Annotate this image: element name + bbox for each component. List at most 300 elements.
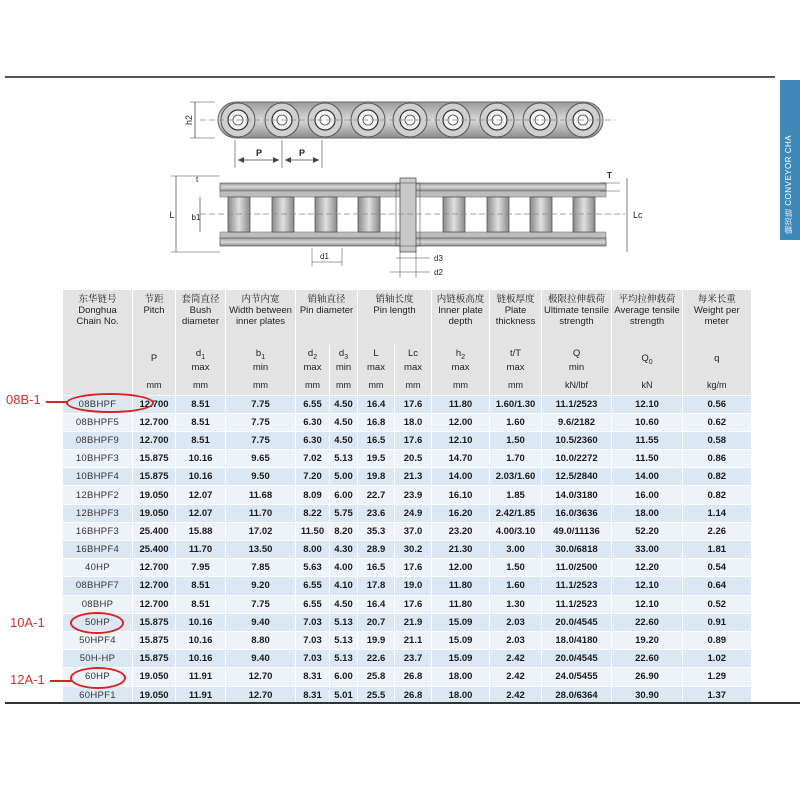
table-cell: 17.6 <box>395 595 432 613</box>
annotation-label: 08B-1 <box>6 392 41 407</box>
dimension-pitch <box>235 140 322 168</box>
table-cell: 7.03 <box>296 631 330 649</box>
table-cell: 2.26 <box>683 522 751 540</box>
chain-number-cell: 08BHPF7 <box>63 577 133 595</box>
table-cell: 30.90 <box>612 686 683 704</box>
table-cell: 6.30 <box>296 431 330 449</box>
chain-number-cell: 08BHPF <box>63 395 133 413</box>
header-symbol-6: L max <box>358 345 395 376</box>
table-cell: 6.55 <box>296 595 330 613</box>
table-cell: 20.0/4545 <box>542 650 612 668</box>
table-cell: 17.8 <box>358 577 395 595</box>
table-cell: 16.8 <box>358 413 395 431</box>
table-cell: 8.22 <box>296 504 330 522</box>
table-cell: 11.1/2523 <box>542 577 612 595</box>
table-cell: 2.03 <box>490 631 542 649</box>
table-cell: 2.03 <box>490 613 542 631</box>
header-unit-0 <box>63 376 133 395</box>
table-cell: 8.51 <box>176 577 226 595</box>
table-row <box>63 650 751 668</box>
table-cell: 19.050 <box>133 486 176 504</box>
table-cell: 0.52 <box>683 595 751 613</box>
annotation-pointer <box>46 401 68 403</box>
table-cell: 7.75 <box>226 431 296 449</box>
header-symbol-7: Lc max <box>395 345 432 376</box>
chain-bush <box>530 197 552 232</box>
header-col-12: 每米长重 Weight per meter <box>683 290 751 345</box>
table-row <box>63 595 751 613</box>
table-row <box>63 541 751 559</box>
table-cell: 0.64 <box>683 577 751 595</box>
table-cell: 25.400 <box>133 541 176 559</box>
table-cell: 11.0/2500 <box>542 559 612 577</box>
table-cell: 2.42/1.85 <box>490 504 542 522</box>
table-cell: 10.16 <box>176 450 226 468</box>
table-row <box>63 486 751 504</box>
table-cell: 25.8 <box>358 668 395 686</box>
table-cell: 6.30 <box>296 413 330 431</box>
table-cell: 22.6 <box>358 650 395 668</box>
table-cell: 6.55 <box>296 577 330 595</box>
table-cell: 5.00 <box>330 468 358 486</box>
header-symbol-2: $d_1$ max <box>176 345 226 376</box>
table-cell: 35.3 <box>358 522 395 540</box>
chain-number-cell: 16BHPF3 <box>63 522 133 540</box>
table-cell: 28.9 <box>358 541 395 559</box>
chain-number-cell: 50HP <box>63 613 133 631</box>
table-cell: 12.10 <box>612 395 683 413</box>
table-cell: 5.01 <box>330 686 358 704</box>
chain-top-view <box>220 178 606 252</box>
table-cell: 6.00 <box>330 486 358 504</box>
label-pitch-1: P <box>255 148 263 158</box>
table-cell: 17.6 <box>395 559 432 577</box>
table-cell: 12.00 <box>432 413 490 431</box>
table-cell: 10.16 <box>176 613 226 631</box>
table-cell: 4.50 <box>330 395 358 413</box>
table-cell: 1.02 <box>683 650 751 668</box>
table-cell: 15.09 <box>432 613 490 631</box>
table-cell: 10.5/2360 <box>542 431 612 449</box>
table-cell: 12.70 <box>226 668 296 686</box>
header-col-11: 平均拉伸载荷 Average tensile strength <box>612 290 683 345</box>
table-cell: 0.86 <box>683 450 751 468</box>
annotation-ellipse <box>66 393 154 413</box>
chain-bush <box>443 197 465 232</box>
header-symbol-4: $d_2$ max <box>296 345 330 376</box>
table-cell: 8.09 <box>296 486 330 504</box>
table-cell: 12.10 <box>612 595 683 613</box>
dimension-d1 <box>312 248 342 266</box>
table-cell: 12.07 <box>176 486 226 504</box>
table-cell: 2.42 <box>490 668 542 686</box>
table-cell: 11.70 <box>226 504 296 522</box>
table-cell: 16.5 <box>358 431 395 449</box>
table-cell: 8.51 <box>176 413 226 431</box>
table-cell: 7.75 <box>226 413 296 431</box>
label-t: t <box>196 175 199 184</box>
header-unit-5: mm <box>330 376 358 395</box>
table-cell: 0.58 <box>683 431 751 449</box>
table-cell: 19.8 <box>358 468 395 486</box>
chain-number-cell: 16BHPF4 <box>63 541 133 559</box>
header-unit-11: kN <box>612 376 683 395</box>
header-symbol-11: $Q_0$ <box>612 345 683 376</box>
label-T: T <box>607 171 612 180</box>
table-cell: 6.00 <box>330 668 358 686</box>
table-cell: 4.10 <box>330 577 358 595</box>
annotation-label: 12A-1 <box>10 672 45 687</box>
chain-bush <box>487 197 509 232</box>
chain-number-cell: 08BHPF5 <box>63 413 133 431</box>
table-cell: 12.20 <box>612 559 683 577</box>
table-cell: 3.00 <box>490 541 542 559</box>
header-unit-6: mm <box>358 376 395 395</box>
table-cell: 1.60 <box>490 413 542 431</box>
table-cell: 5.75 <box>330 504 358 522</box>
table-cell: 1.60/1.30 <box>490 395 542 413</box>
table-cell: 5.13 <box>330 613 358 631</box>
table-cell: 10.16 <box>176 650 226 668</box>
table-cell: 12.700 <box>133 413 176 431</box>
chain-number-cell: 12BHPF3 <box>63 504 133 522</box>
header-unit-3: mm <box>226 376 296 395</box>
table-cell: 0.82 <box>683 486 751 504</box>
table-row <box>63 613 751 631</box>
header-col-9: 链板厚度 Plate thickness <box>490 290 542 345</box>
table-cell: 15.875 <box>133 650 176 668</box>
table-cell: 1.85 <box>490 486 542 504</box>
chain-number-cell: 60HPF1 <box>63 686 133 704</box>
table-cell: 1.50 <box>490 431 542 449</box>
table-cell: 8.20 <box>330 522 358 540</box>
table-cell: 16.20 <box>432 504 490 522</box>
table-cell: 5.63 <box>296 559 330 577</box>
table-cell: 37.0 <box>395 522 432 540</box>
table-cell: 4.50 <box>330 595 358 613</box>
table-cell: 0.89 <box>683 631 751 649</box>
header-col-2: 套筒直径 Bush diameter <box>176 290 226 345</box>
chain-number-cell: 10BHPF3 <box>63 450 133 468</box>
label-h2: h2 <box>184 114 194 126</box>
table-cell: 15.88 <box>176 522 226 540</box>
table-cell: 16.00 <box>612 486 683 504</box>
table-cell: 19.5 <box>358 450 395 468</box>
table-cell: 5.13 <box>330 450 358 468</box>
table-cell: 12.700 <box>133 431 176 449</box>
table-cell: 17.6 <box>395 395 432 413</box>
table-cell: 19.20 <box>612 631 683 649</box>
table-cell: 12.10 <box>612 577 683 595</box>
table-row <box>63 468 751 486</box>
table-cell: 19.050 <box>133 504 176 522</box>
table-row <box>63 559 751 577</box>
table-cell: 49.0/11136 <box>542 522 612 540</box>
header-col-8: 内链板高度 Inner plate depth <box>432 290 490 345</box>
table-cell: 5.13 <box>330 650 358 668</box>
table-row <box>63 631 751 649</box>
table-row <box>63 431 751 449</box>
header-col-1: 节距 Pitch <box>133 290 176 345</box>
table-cell: 5.13 <box>330 631 358 649</box>
table-cell: 23.7 <box>395 650 432 668</box>
table-cell: 15.875 <box>133 450 176 468</box>
header-unit-7: mm <box>395 376 432 395</box>
table-cell: 15.09 <box>432 650 490 668</box>
table-row <box>63 522 751 540</box>
table-cell: 12.700 <box>133 559 176 577</box>
table-cell: 30.2 <box>395 541 432 559</box>
table-cell: 8.51 <box>176 431 226 449</box>
table-cell: 7.03 <box>296 650 330 668</box>
table-cell: 9.40 <box>226 613 296 631</box>
table-cell: 14.00 <box>432 468 490 486</box>
table-cell: 18.0/4180 <box>542 631 612 649</box>
table-cell: 12.10 <box>432 431 490 449</box>
table-row <box>63 413 751 431</box>
table-cell: 8.00 <box>296 541 330 559</box>
table-cell: 4.30 <box>330 541 358 559</box>
table-cell: 0.91 <box>683 613 751 631</box>
table-cell: 16.10 <box>432 486 490 504</box>
annotation-pointer <box>50 680 72 682</box>
table-cell: 10.60 <box>612 413 683 431</box>
table-cell: 17.02 <box>226 522 296 540</box>
table-cell: 11.80 <box>432 595 490 613</box>
header-col-6: 销轴长度 Pin length <box>358 290 432 345</box>
table-cell: 21.1 <box>395 631 432 649</box>
table-cell: 2.03/1.60 <box>490 468 542 486</box>
header-symbol-5: $d_3$ min <box>330 345 358 376</box>
label-d1: d1 <box>320 252 329 261</box>
table-cell: 23.6 <box>358 504 395 522</box>
header-unit-12: kg/m <box>683 376 751 395</box>
table-cell: 11.70 <box>176 541 226 559</box>
table-cell: 2.42 <box>490 686 542 704</box>
table-cell: 24.0/5455 <box>542 668 612 686</box>
annotation-ellipse <box>70 612 124 634</box>
table-cell: 19.9 <box>358 631 395 649</box>
table-cell: 20.5 <box>395 450 432 468</box>
table-cell: 8.51 <box>176 595 226 613</box>
table-cell: 0.56 <box>683 395 751 413</box>
table-cell: 12.07 <box>176 504 226 522</box>
table-row <box>63 668 751 686</box>
table-row <box>63 504 751 522</box>
chain-bush <box>272 197 294 232</box>
table-cell: 15.875 <box>133 613 176 631</box>
table-cell: 1.30 <box>490 595 542 613</box>
table-cell: 4.00/3.10 <box>490 522 542 540</box>
table-cell: 11.68 <box>226 486 296 504</box>
table-cell: 11.55 <box>612 431 683 449</box>
table-cell: 9.6/2182 <box>542 413 612 431</box>
header-unit-9: mm <box>490 376 542 395</box>
table-cell: 9.40 <box>226 650 296 668</box>
chain-bush <box>358 197 380 232</box>
header-unit-2: mm <box>176 376 226 395</box>
table-cell: 21.30 <box>432 541 490 559</box>
label-l: L <box>169 210 175 220</box>
table-cell: 30.0/6818 <box>542 541 612 559</box>
header-col-3: 内节内宽 Width between inner plates <box>226 290 296 345</box>
header-unit-8: mm <box>432 376 490 395</box>
table-cell: 8.80 <box>226 631 296 649</box>
table-cell: 7.02 <box>296 450 330 468</box>
table-cell: 8.51 <box>176 395 226 413</box>
chain-drawing <box>0 0 800 290</box>
table-cell: 9.20 <box>226 577 296 595</box>
table-cell: 10.16 <box>176 631 226 649</box>
table-cell: 0.82 <box>683 468 751 486</box>
table-cell: 11.50 <box>296 522 330 540</box>
header-unit-1: mm <box>133 376 176 395</box>
table-cell: 21.3 <box>395 468 432 486</box>
table-cell: 10.0/2272 <box>542 450 612 468</box>
table-cell: 23.20 <box>432 522 490 540</box>
table-cell: 12.00 <box>432 559 490 577</box>
table-cell: 1.60 <box>490 577 542 595</box>
table-cell: 1.81 <box>683 541 751 559</box>
table-cell: 4.50 <box>330 431 358 449</box>
table-cell: 1.70 <box>490 450 542 468</box>
spec-table <box>62 290 751 704</box>
chain-number-cell: 60HP <box>63 668 133 686</box>
table-cell: 7.03 <box>296 613 330 631</box>
table-cell: 15.09 <box>432 631 490 649</box>
table-cell: 12.70 <box>226 686 296 704</box>
table-cell: 8.31 <box>296 668 330 686</box>
table-cell: 23.9 <box>395 486 432 504</box>
table-cell: 12.5/2840 <box>542 468 612 486</box>
table-cell: 14.70 <box>432 450 490 468</box>
chain-bush <box>228 197 250 232</box>
table-cell: 11.1/2523 <box>542 595 612 613</box>
table-cell: 7.95 <box>176 559 226 577</box>
table-cell: 1.50 <box>490 559 542 577</box>
table-cell: 14.0/3180 <box>542 486 612 504</box>
label-d2: d2 <box>434 268 443 277</box>
table-cell: 9.65 <box>226 450 296 468</box>
header-symbol-3: $b_1$ min <box>226 345 296 376</box>
table-cell: 11.50 <box>612 450 683 468</box>
annotation-ellipse <box>70 667 126 689</box>
table-cell: 11.80 <box>432 577 490 595</box>
table-cell: 16.4 <box>358 395 395 413</box>
table-cell: 24.9 <box>395 504 432 522</box>
table-cell: 17.6 <box>395 431 432 449</box>
label-lc: Lc <box>633 210 643 220</box>
table-cell: 19.050 <box>133 668 176 686</box>
table-cell: 26.8 <box>395 668 432 686</box>
table-cell: 0.54 <box>683 559 751 577</box>
chain-number-cell: 12BHPF2 <box>63 486 133 504</box>
label-d3: d3 <box>434 254 443 263</box>
table-cell: 7.75 <box>226 395 296 413</box>
dimension-lc <box>627 178 643 252</box>
table-cell: 9.50 <box>226 468 296 486</box>
table-cell: 7.75 <box>226 595 296 613</box>
header-symbol-9: t/T max <box>490 345 542 376</box>
annotation-label: 10A-1 <box>10 615 45 630</box>
side-tab-label: 输送链 CONVEYOR CHA <box>784 134 793 234</box>
table-cell: 18.00 <box>432 686 490 704</box>
table-cell: 11.91 <box>176 668 226 686</box>
table-cell: 22.7 <box>358 486 395 504</box>
table-cell: 1.14 <box>683 504 751 522</box>
bottom-rule <box>5 702 800 704</box>
table-cell: 15.875 <box>133 468 176 486</box>
chain-bush <box>573 197 595 232</box>
table-row <box>63 450 751 468</box>
header-symbol-10: Q min <box>542 345 612 376</box>
table-cell: 8.31 <box>296 686 330 704</box>
table-cell: 25.400 <box>133 522 176 540</box>
table-cell: 12.700 <box>133 577 176 595</box>
header-col-10: 极限拉伸载荷 Ultimate tensile strength <box>542 290 612 345</box>
table-cell: 20.7 <box>358 613 395 631</box>
table-cell: 19.0 <box>395 577 432 595</box>
table-cell: 25.5 <box>358 686 395 704</box>
header-symbol-12: q <box>683 345 751 376</box>
table-cell: 2.42 <box>490 650 542 668</box>
header-col-4: 销轴直径 Pin diameter <box>296 290 358 345</box>
table-cell: 16.5 <box>358 559 395 577</box>
table-cell: 18.0 <box>395 413 432 431</box>
table-cell: 15.875 <box>133 631 176 649</box>
table-cell: 11.91 <box>176 686 226 704</box>
table-cell: 28.0/6364 <box>542 686 612 704</box>
header-unit-10: kN/lbf <box>542 376 612 395</box>
table-cell: 13.50 <box>226 541 296 559</box>
header-chain-no: 东华链号 Donghua Chain No. <box>63 290 133 376</box>
table-cell: 12.700 <box>133 395 176 413</box>
table-cell: 21.9 <box>395 613 432 631</box>
table-cell: 22.60 <box>612 613 683 631</box>
table-cell: 52.20 <box>612 522 683 540</box>
chain-number-cell: 08BHPF9 <box>63 431 133 449</box>
chain-number-cell: 40HP <box>63 559 133 577</box>
table-cell: 1.37 <box>683 686 751 704</box>
table-cell: 4.00 <box>330 559 358 577</box>
chain-number-cell: 10BHPF4 <box>63 468 133 486</box>
table-cell: 26.90 <box>612 668 683 686</box>
table-cell: 22.60 <box>612 650 683 668</box>
dimension-b1 <box>192 197 201 232</box>
header-unit-4: mm <box>296 376 330 395</box>
chain-bush <box>315 197 337 232</box>
table-cell: 16.4 <box>358 595 395 613</box>
table-cell: 11.80 <box>432 395 490 413</box>
header-symbol-8: $h_2$ max <box>432 345 490 376</box>
table-row <box>63 395 751 413</box>
chain-number-cell: 50HPF4 <box>63 631 133 649</box>
table-cell: 26.8 <box>395 686 432 704</box>
table-cell: 33.00 <box>612 541 683 559</box>
table-cell: 7.85 <box>226 559 296 577</box>
chain-number-cell: 08BHP <box>63 595 133 613</box>
table-cell: 19.050 <box>133 686 176 704</box>
table-row <box>63 577 751 595</box>
table-cell: 4.50 <box>330 413 358 431</box>
table-cell: 16.0/3636 <box>542 504 612 522</box>
table-cell: 10.16 <box>176 468 226 486</box>
dimension-d2-d3 <box>390 250 443 278</box>
table-cell: 14.00 <box>612 468 683 486</box>
table-cell: 6.55 <box>296 395 330 413</box>
table-cell: 0.62 <box>683 413 751 431</box>
header-symbol-1: P <box>133 345 176 376</box>
